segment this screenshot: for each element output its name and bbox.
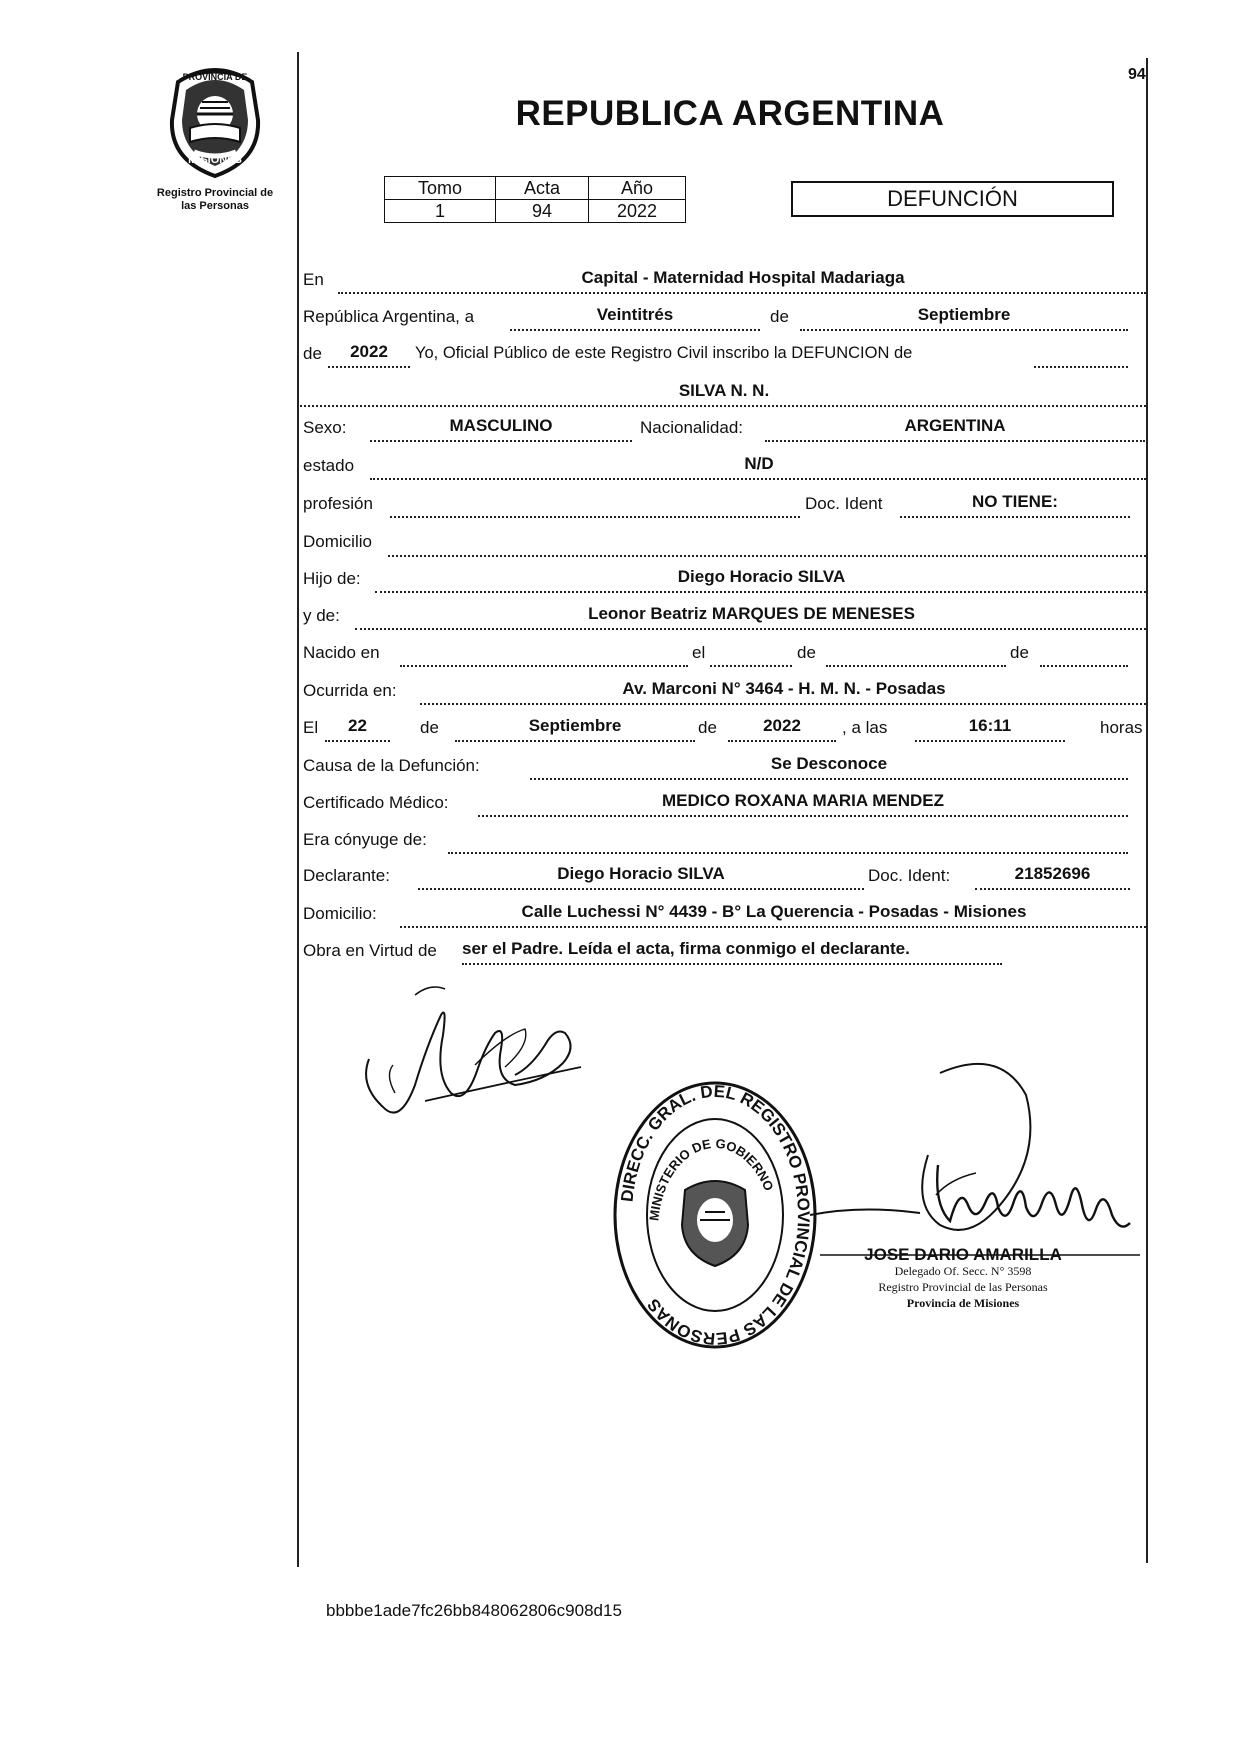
value-sexo: MASCULINO: [449, 416, 553, 435]
label-sexo: Sexo:: [303, 418, 347, 437]
page-number: 94: [1128, 66, 1146, 83]
value-obra: ser el Padre. Leída el acta, firma conmigo el declarante.: [462, 939, 910, 958]
label-conyuge: Era cónyuge de:: [303, 830, 427, 849]
registry-box: [384, 176, 686, 223]
label-horas: horas: [1100, 718, 1143, 737]
label-hijo-de: Hijo de:: [303, 569, 361, 588]
dots-madre: [355, 628, 1146, 630]
official-stamp: [858, 1247, 1068, 1311]
dots-hora: [915, 740, 1065, 742]
value-madre: Leonor Beatriz MARQUES DE MENESES: [588, 604, 915, 623]
label-obra: Obra en Virtud de: [303, 941, 437, 960]
document-title: REPUBLICA ARGENTINA: [515, 94, 945, 133]
value-fecha-anio: 2022: [763, 716, 801, 735]
label-de-mes: de: [770, 307, 789, 326]
dots-nacionalidad: [765, 440, 1145, 442]
dots-doc-ident: [900, 516, 1130, 518]
registry-caption-line2: las Personas: [181, 200, 249, 212]
registry-caption: [130, 187, 300, 213]
value-fecha-mes: Septiembre: [528, 716, 622, 735]
value-estado: N/D: [744, 454, 774, 473]
value-nacionalidad: ARGENTINA: [904, 416, 1006, 435]
label-fecha-de2: de: [698, 718, 717, 737]
dots-certificado: [478, 815, 1128, 817]
dots-fecha-dia: [325, 740, 390, 742]
label-nacido-el: el: [692, 643, 706, 662]
label-a-las: , a las: [842, 718, 888, 737]
value-declarante-doc: 21852696: [1014, 864, 1091, 883]
tomo-value: 1: [385, 200, 496, 223]
dots-estado: [370, 478, 1146, 480]
dots-ocurrida-en: [420, 703, 1146, 705]
dots-statement: [1034, 366, 1128, 368]
label-el: El: [303, 718, 319, 737]
official-line2: Registro Provincial de las Personas: [878, 1280, 1048, 1294]
logo-bottom-text: MISIONES: [188, 154, 242, 166]
value-fecha-dia: 22: [348, 716, 367, 735]
label-ocurrida-en: Ocurrida en:: [303, 681, 397, 700]
dots-conyuge: [448, 852, 1128, 854]
dots-nacido-en: [400, 665, 688, 667]
dots-anio: [328, 366, 410, 368]
label-en: En: [303, 270, 324, 289]
value-causa: Se Desconoce: [770, 754, 888, 773]
label-doc-ident: Doc. Ident: [805, 494, 883, 513]
acta-value: 94: [496, 200, 589, 223]
dots-fecha-mes: [455, 740, 695, 742]
label-y-de: y de:: [303, 606, 340, 625]
value-mes: Septiembre: [917, 305, 1011, 324]
dots-nacido-el: [710, 665, 792, 667]
provincial-logo: [160, 62, 270, 180]
dots-causa: [530, 778, 1128, 780]
label-republica: República Argentina, a: [303, 307, 475, 326]
dots-obra: [462, 963, 1002, 965]
label-domicilio2: Domicilio:: [303, 904, 377, 923]
seal-ring-text: DIRECC. GRAL. DEL REGISTRO PROVINCIAL DE LAS PERSONAS: [617, 1081, 814, 1349]
declarant-signature: [355, 975, 595, 1120]
dots-sexo: [370, 440, 632, 442]
dots-nombre: [300, 405, 1146, 407]
official-line3: Provincia de Misiones: [906, 1296, 1020, 1310]
dots-nacido-anio: [1040, 665, 1128, 667]
dots-nacido-mes: [826, 665, 1006, 667]
label-nacionalidad: Nacionalidad:: [640, 418, 744, 437]
anio-label: Año: [589, 177, 686, 200]
value-lugar: Capital - Maternidad Hospital Madariaga: [581, 268, 905, 287]
label-nacido-en: Nacido en: [303, 643, 380, 662]
label-estado: estado: [303, 456, 355, 475]
registry-caption-line1: Registro Provincial de: [156, 187, 274, 199]
label-causa: Causa de la Defunción:: [303, 756, 480, 775]
left-margin-line: [297, 52, 299, 1567]
dots-domicilio-declarante: [400, 926, 1146, 928]
dots-padre: [375, 591, 1146, 593]
label-domicilio: Domicilio: [303, 532, 372, 551]
seal-inner-text: MINISTERIO DE GOBIERNO: [646, 1135, 777, 1222]
label-certificado: Certificado Médico:: [303, 793, 449, 812]
dots-mes: [800, 329, 1128, 331]
anio-value: 2022: [589, 200, 686, 223]
dots-dia: [510, 329, 760, 331]
official-name: JOSE DARIO AMARILLA: [864, 1245, 1062, 1264]
value-hora: 16:11: [968, 716, 1012, 735]
value-padre: Diego Horacio SILVA: [677, 567, 846, 586]
dots-domicilio: [388, 555, 1146, 557]
label-profesion: profesión: [303, 494, 373, 513]
document-hash: bbbbe1ade7fc26bb848062806c908d15: [326, 1601, 622, 1620]
dots-lugar: [338, 292, 1146, 294]
dots-fecha-anio: [728, 740, 836, 742]
acta-label: Acta: [496, 177, 589, 200]
record-type-box: DEFUNCIÓN: [791, 181, 1114, 217]
label-de-year: de: [303, 344, 322, 363]
dots-declarante-doc: [975, 888, 1130, 890]
value-domicilio-declarante: Calle Luchessi N° 4439 - B° La Querencia - Posadas - Misiones: [521, 902, 1027, 921]
logo-top-text: PROVINCIA DE: [182, 72, 248, 82]
label-nacido-de2: de: [1010, 643, 1029, 662]
value-anio: 2022: [350, 342, 388, 361]
label-nacido-de1: de: [797, 643, 816, 662]
dots-declarante: [418, 888, 864, 890]
value-doc-ident: NO TIENE:: [972, 492, 1058, 511]
label-doc-ident2: Doc. Ident:: [868, 866, 951, 885]
value-declarante: Diego Horacio SILVA: [557, 864, 725, 883]
official-seal: [610, 1080, 820, 1350]
label-statement: Yo, Oficial Público de este Registro Civil inscribo la DEFUNCION de: [415, 344, 913, 362]
tomo-label: Tomo: [385, 177, 496, 200]
official-line1: Delegado Of. Secc. N° 3598: [894, 1264, 1032, 1278]
label-declarante: Declarante:: [303, 866, 390, 885]
value-nombre: SILVA N. N.: [678, 381, 770, 400]
value-ocurrida-en: Av. Marconi N° 3464 - H. M. N. - Posadas: [622, 679, 946, 698]
label-fecha-de1: de: [420, 718, 439, 737]
value-dia: Veintitrés: [596, 305, 674, 324]
dots-profesion: [390, 516, 800, 518]
value-certificado: MEDICO ROXANA MARIA MENDEZ: [661, 791, 945, 810]
